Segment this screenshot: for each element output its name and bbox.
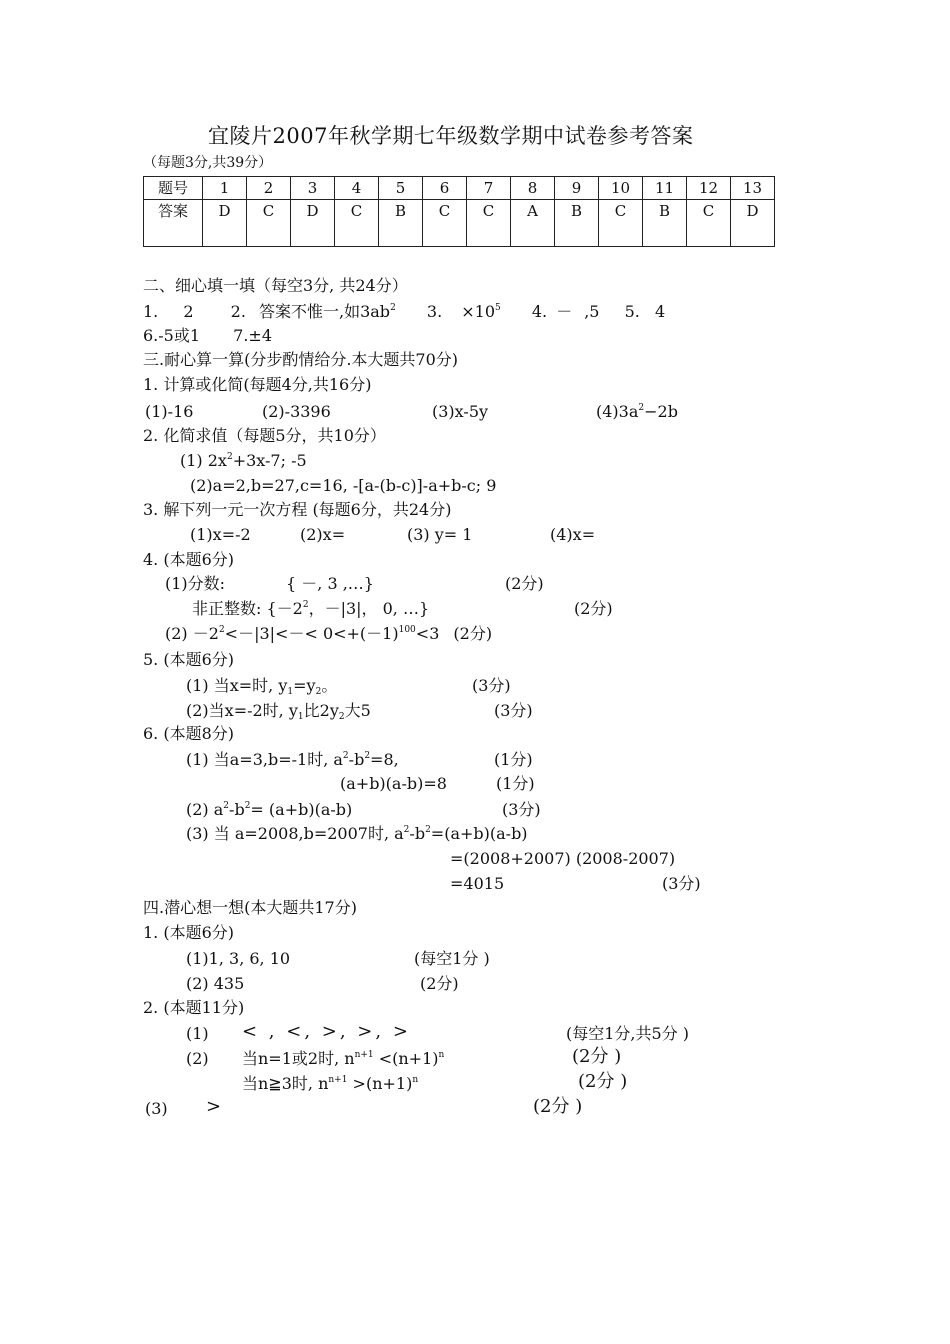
item-number: 2.: [230, 302, 246, 321]
answer-text: (3) 当 a=2008,b=2007时, $a^2-b^2=(a+b)(a-b)$: [186, 824, 528, 843]
question-heading: 1. 计算或化简(每题4分,共16分): [143, 375, 372, 394]
answer-text: >: [206, 1096, 222, 1117]
answer-text: 2: [183, 302, 194, 321]
question-heading: 2. 化简求值（每题5分，共10分）: [143, 426, 386, 445]
answer-text: $\times 10^5$: [461, 302, 501, 321]
question-heading: 1. (本题6分): [143, 923, 235, 942]
table-cell: D: [291, 200, 335, 247]
table-cell: C: [599, 200, 643, 247]
score-text: (3分): [472, 676, 511, 695]
answer-text: 4: [654, 302, 666, 321]
score-text: (2分): [574, 599, 613, 618]
section2-heading: 二、细心填一填（每空3分, 共24分）: [143, 276, 408, 295]
score-text: (每空1分,共5分 ): [566, 1024, 690, 1043]
table-cell: 11: [643, 177, 687, 200]
section3-heading: 三.耐心算一算(分步酌情给分.本大题共70分): [143, 350, 459, 369]
answer-text: =(2008+2007) (2008-2007): [450, 849, 676, 868]
table-cell: 6: [423, 177, 467, 200]
answer-text: (2)当x=-2时, $y_1$比$2y_2$大5: [186, 701, 371, 722]
answer-text: 6.-5或1: [143, 326, 201, 345]
answer-text: (4)x=: [550, 525, 596, 544]
answer-text: $(4)3a^2-2b$: [596, 402, 678, 421]
table-cell: 1: [203, 177, 247, 200]
table-cell: B: [379, 200, 423, 247]
table-header-cell: 题号: [144, 177, 203, 200]
table-cell: 12: [687, 177, 731, 200]
answer-text: (3)x-5y: [432, 402, 489, 421]
answer-text: (3) y= 1: [407, 525, 473, 544]
answer-text: 当n≧3时, $n^{n+1} >(n+1)^n$: [242, 1074, 419, 1093]
answer-text: (2)x=: [300, 525, 346, 544]
question-heading: 2. (本题11分): [143, 998, 245, 1017]
score-text: (3分): [502, 800, 541, 819]
answer-text: (1) 当x=时, $y_1=y_2$。: [186, 676, 338, 697]
table-cell: C: [423, 200, 467, 247]
table-cell: D: [731, 200, 775, 247]
item-number: 1.: [143, 302, 159, 321]
score-text: (1分): [496, 774, 535, 793]
table-cell: 4: [335, 177, 379, 200]
score-text: (2分 ): [572, 1046, 622, 1067]
answer-text: － ,5: [556, 302, 600, 321]
score-text: (每空1分 ): [414, 949, 490, 968]
item-number: (1): [186, 1024, 209, 1043]
table-cell: 10: [599, 177, 643, 200]
answer-text: (2) 435: [186, 974, 245, 993]
table-cell: B: [643, 200, 687, 247]
answer-text: 7.±4: [233, 326, 272, 345]
answer-text: (1) 当a=3,b=-1时, $a^2-b^2=8$,: [186, 750, 399, 769]
table-cell: 2: [247, 177, 291, 200]
item-number: (2): [186, 1049, 209, 1068]
answer-text: (1) $2x^2+3x-7$; -5: [180, 451, 307, 470]
section1-note: （每题3分,共39分）: [143, 155, 273, 171]
page-title: 宜陵片2007年秋学期七年级数学期中试卷参考答案: [208, 124, 694, 148]
answer-text: (2)a=2,b=27,c=16, -[a-(b-c)]-a+b-c; 9: [190, 476, 497, 495]
score-text: (3分): [662, 874, 701, 893]
table-header-cell: 答案: [144, 200, 203, 247]
answer-text: $(2) -2^2<-|3|<-< 0<+(-1)^{100}<3$ (2分): [165, 624, 493, 643]
answer-text: (1)x=-2: [190, 525, 251, 544]
answer-text: { －, 3 ,…}: [286, 574, 374, 593]
answer-text: 当n=1或2时, $n^{n+1} <(n+1)^n$: [242, 1049, 445, 1068]
answer-text: (1)-16: [145, 402, 194, 421]
table-cell: C: [335, 200, 379, 247]
item-number: (3): [145, 1099, 168, 1118]
table-row: [144, 177, 775, 200]
table-cell: C: [467, 200, 511, 247]
answer-text: 非正整数: {$-2^2$，－|3|， 0, …}: [192, 599, 430, 618]
item-number: 4.: [531, 302, 548, 321]
table-cell: 5: [379, 177, 423, 200]
table-cell: 13: [731, 177, 775, 200]
question-heading: 4. (本题6分): [143, 550, 235, 569]
table-cell: 7: [467, 177, 511, 200]
score-text: (2分 ): [533, 1096, 583, 1117]
question-heading: 5. (本题6分): [143, 650, 235, 669]
table-cell: 8: [511, 177, 555, 200]
table-row: [144, 200, 775, 247]
answer-text: 答案不惟一,如$3ab^2$: [259, 302, 396, 321]
answer-text: < , <, >, >, >: [242, 1021, 411, 1042]
answer-text: =4015: [450, 874, 505, 893]
score-text: (2分): [505, 574, 544, 593]
table-cell: 9: [555, 177, 599, 200]
answer-text: (2)-3396: [262, 402, 331, 421]
table-cell: C: [247, 200, 291, 247]
answer-text: (a+b)(a-b)=8: [340, 774, 447, 793]
score-text: (3分): [494, 701, 533, 720]
answer-line: [143, 326, 272, 346]
table-cell: C: [687, 200, 731, 247]
table-cell: A: [511, 200, 555, 247]
score-text: (2分): [420, 974, 459, 993]
score-text: (1分): [494, 750, 533, 769]
answer-line: [143, 302, 665, 322]
question-heading: 3. 解下列一元一次方程 (每题6分，共24分): [143, 500, 452, 519]
table-cell: B: [555, 200, 599, 247]
table-cell: 3: [291, 177, 335, 200]
item-number: 3.: [426, 302, 443, 321]
question-heading: 6. (本题8分): [143, 724, 235, 743]
answer-text: (1)分数:: [165, 574, 226, 593]
answer-text: (1)1, 3, 6, 10: [186, 949, 291, 968]
answer-table: [143, 176, 775, 247]
section4-heading: 四.潜心想一想(本大题共17分): [143, 898, 357, 917]
score-text: (2分 ): [578, 1071, 628, 1092]
table-cell: D: [203, 200, 247, 247]
item-number: 5.: [624, 302, 640, 321]
answer-text: (2) $a^2-b^2= (a+b)(a-b)$: [186, 800, 353, 819]
